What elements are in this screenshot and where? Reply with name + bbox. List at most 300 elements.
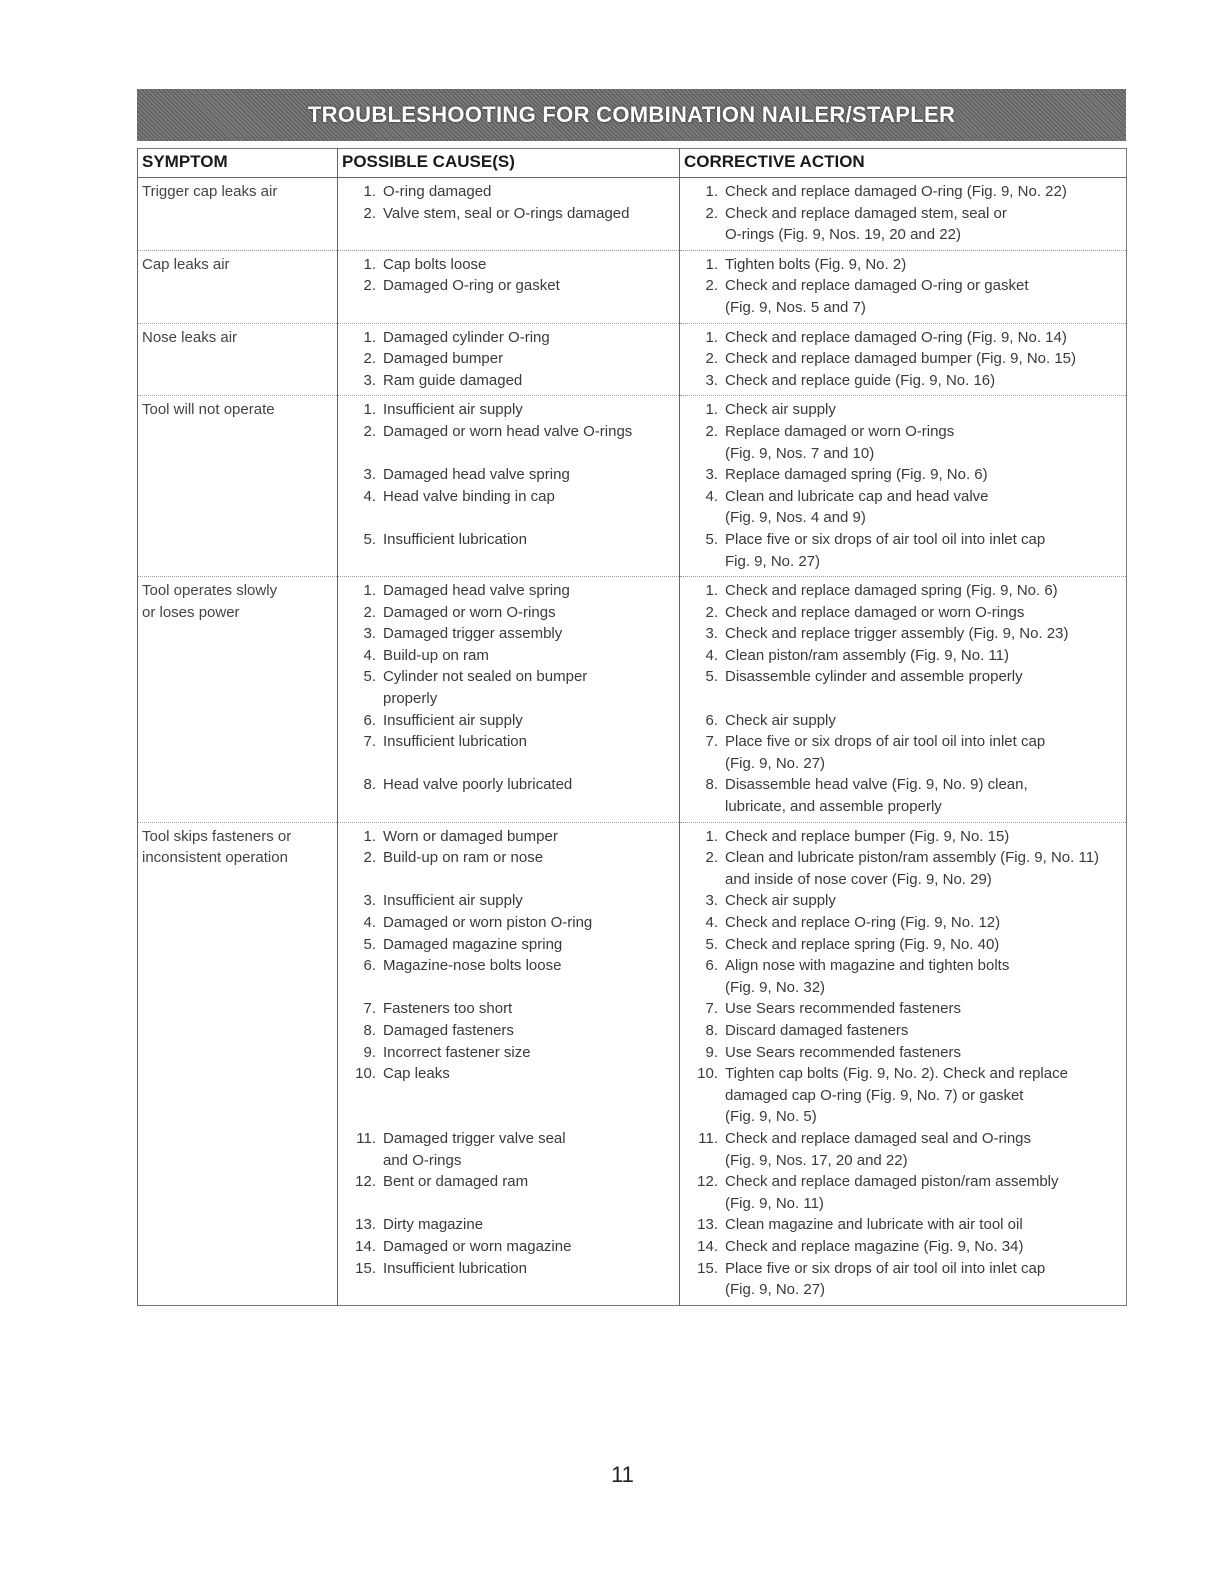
cause-header: POSSIBLE CAUSE(S) xyxy=(338,149,680,178)
cause-line: Damaged or worn magazine xyxy=(383,1237,572,1255)
cause-text xyxy=(383,774,675,817)
table-row xyxy=(138,822,1127,1305)
title-banner xyxy=(137,89,1126,141)
action-number: 2. xyxy=(705,849,718,867)
cause-cell xyxy=(338,577,680,823)
cause-line: Damaged head valve spring xyxy=(383,582,570,600)
action-line: Check and replace damaged or worn O-rings xyxy=(725,603,1025,621)
cause-item xyxy=(342,1042,675,1064)
action-text xyxy=(725,486,1122,529)
cause-number: 8. xyxy=(363,776,376,794)
cause-item xyxy=(342,1128,675,1171)
cause-text xyxy=(383,1214,675,1236)
action-line: Check and replace damaged piston/ram assembly xyxy=(725,1173,1059,1191)
cause-cell xyxy=(338,822,680,1305)
action-line: (Fig. 9, No. 5) xyxy=(725,1108,817,1126)
cause-line xyxy=(383,1279,675,1301)
cause-line: Cap leaks xyxy=(383,1065,450,1083)
troubleshooting-table xyxy=(137,148,1127,1306)
action-line: Tighten bolts (Fig. 9, No. 2) xyxy=(725,255,907,273)
action-line: Check air supply xyxy=(725,892,836,910)
action-item xyxy=(684,602,1122,624)
cause-item xyxy=(342,399,675,421)
action-text xyxy=(725,370,1122,392)
cause-text xyxy=(383,254,675,276)
cause-number: 7. xyxy=(363,1000,376,1018)
action-text xyxy=(725,890,1122,912)
cause-line: Valve stem, seal or O-rings damaged xyxy=(383,204,630,222)
cause-item xyxy=(342,602,675,624)
symptom-text: or loses power xyxy=(142,603,240,621)
cause-line: Damaged or worn piston O-ring xyxy=(383,914,593,931)
cause-item xyxy=(342,421,675,464)
symptom-cell xyxy=(138,396,338,577)
action-number: 8. xyxy=(705,776,718,794)
symptom-text: Tool operates slowly xyxy=(142,582,278,600)
cause-number: 9. xyxy=(363,1043,376,1061)
cause-text xyxy=(383,464,675,486)
action-number: 1. xyxy=(705,255,718,273)
action-cell xyxy=(680,323,1127,396)
cause-number: 6. xyxy=(363,957,376,975)
cause-number: 1. xyxy=(363,827,376,845)
action-line xyxy=(725,688,1122,710)
cause-text xyxy=(383,645,675,667)
cause-line: Head valve binding in cap xyxy=(383,487,555,505)
action-number: 2. xyxy=(705,350,718,368)
cause-text xyxy=(383,370,675,392)
action-item xyxy=(684,1128,1122,1171)
action-text xyxy=(725,623,1122,645)
cause-text xyxy=(383,912,675,934)
action-cell xyxy=(680,577,1127,823)
action-number: 6. xyxy=(705,711,718,729)
table-row xyxy=(138,178,1127,251)
action-line: and inside of nose cover (Fig. 9, No. 29) xyxy=(725,870,992,888)
symptom-text: Tool skips fasteners or xyxy=(142,827,292,845)
action-text xyxy=(725,203,1122,246)
action-line: Clean and lubricate piston/ram assembly (Fig. 9, No. 11) xyxy=(725,849,1100,867)
action-text xyxy=(725,275,1122,318)
cause-number: 13. xyxy=(355,1216,376,1234)
action-line: Use Sears recommended fasteners xyxy=(725,1043,961,1061)
cause-line: Fasteners too short xyxy=(383,1000,513,1018)
cause-item xyxy=(342,710,675,732)
action-text xyxy=(725,348,1122,370)
action-text xyxy=(725,1236,1122,1258)
cause-number: 10. xyxy=(355,1065,376,1083)
cause-item xyxy=(342,826,675,848)
cause-text xyxy=(383,181,675,203)
cause-text xyxy=(383,826,675,848)
action-number: 4. xyxy=(705,487,718,505)
cause-text xyxy=(383,731,675,774)
action-line: (Fig. 9, Nos. 17, 20 and 22) xyxy=(725,1151,908,1169)
action-text xyxy=(725,1128,1122,1171)
table-row xyxy=(138,577,1127,823)
cause-text xyxy=(383,934,675,956)
action-line: Replace damaged or worn O-rings xyxy=(725,422,955,440)
table-row xyxy=(138,323,1127,396)
action-number: 4. xyxy=(705,646,718,664)
action-item xyxy=(684,934,1122,956)
cause-number: 15. xyxy=(355,1259,376,1277)
cause-item xyxy=(342,955,675,998)
action-line: Use Sears recommended fasteners xyxy=(725,1000,961,1018)
action-text xyxy=(725,731,1122,774)
cause-number: 6. xyxy=(363,711,376,729)
action-number: 12. xyxy=(697,1173,718,1191)
action-text xyxy=(725,254,1122,276)
cause-number: 1. xyxy=(363,255,376,273)
cause-item xyxy=(342,1171,675,1214)
cause-line: Head valve poorly lubricated xyxy=(383,776,573,794)
cause-text xyxy=(383,203,675,246)
cause-text xyxy=(383,421,675,464)
action-text xyxy=(725,421,1122,464)
action-number: 2. xyxy=(705,603,718,621)
cause-line: Damaged head valve spring xyxy=(383,466,570,484)
table-header-row xyxy=(138,149,1127,178)
action-line: Check and replace bumper (Fig. 9, No. 15) xyxy=(725,827,1010,845)
cause-line: Insufficient lubrication xyxy=(383,1259,527,1277)
cause-line xyxy=(383,1106,675,1128)
action-item xyxy=(684,275,1122,318)
cause-cell xyxy=(338,396,680,577)
cause-line xyxy=(383,977,675,999)
action-text xyxy=(725,774,1122,817)
action-item xyxy=(684,998,1122,1020)
cause-line: Damaged trigger assembly xyxy=(383,625,563,643)
action-line: Fig. 9, No. 27) xyxy=(725,552,821,570)
symptom-cell xyxy=(138,577,338,823)
action-line: (Fig. 9, Nos. 7 and 10) xyxy=(725,444,875,462)
cause-line: Damaged or worn O-rings xyxy=(383,603,556,621)
action-number: 5. xyxy=(705,935,718,953)
table-row xyxy=(138,250,1127,323)
cause-text xyxy=(383,1063,675,1128)
action-line: damaged cap O-ring (Fig. 9, No. 7) or gasket xyxy=(725,1086,1024,1104)
cause-number: 1. xyxy=(363,401,376,419)
cause-number: 1. xyxy=(363,328,376,346)
cause-item xyxy=(342,529,675,572)
cause-cell xyxy=(338,178,680,251)
page-number: 11 xyxy=(611,1462,634,1487)
cause-text xyxy=(383,580,675,602)
cause-line xyxy=(383,507,675,529)
action-text xyxy=(725,602,1122,624)
action-item xyxy=(684,580,1122,602)
cause-line: Bent or damaged ram xyxy=(383,1173,529,1191)
cause-number: 14. xyxy=(355,1237,376,1255)
symptom-text: Nose leaks air xyxy=(142,328,238,346)
cause-item xyxy=(342,275,675,318)
action-item xyxy=(684,348,1122,370)
action-item xyxy=(684,529,1122,572)
action-number: 1. xyxy=(705,183,718,200)
cause-number: 1. xyxy=(363,183,376,200)
action-number: 1. xyxy=(705,582,718,600)
cause-line xyxy=(383,551,675,573)
cause-line: Cylinder not sealed on bumper xyxy=(383,668,588,686)
action-number: 3. xyxy=(705,892,718,910)
cause-line: Insufficient air supply xyxy=(383,892,523,910)
cause-number: 11. xyxy=(356,1129,376,1147)
action-line: Disassemble head valve (Fig. 9, No. 9) clean, xyxy=(725,776,1028,794)
cause-line: Magazine-nose bolts loose xyxy=(383,957,562,975)
cause-line: Damaged or worn head valve O-rings xyxy=(383,422,633,440)
action-text xyxy=(725,666,1122,709)
cause-number: 2. xyxy=(363,204,376,222)
cause-item xyxy=(342,847,675,890)
action-item xyxy=(684,181,1122,203)
action-item xyxy=(684,1171,1122,1214)
cause-line: Insufficient lubrication xyxy=(383,530,527,548)
cause-line: Insufficient air supply xyxy=(383,711,523,729)
cause-cell xyxy=(338,323,680,396)
cause-number: 12. xyxy=(355,1173,376,1191)
cause-item xyxy=(342,912,675,934)
cause-item xyxy=(342,998,675,1020)
action-text xyxy=(725,955,1122,998)
symptom-text: Trigger cap leaks air xyxy=(142,183,278,200)
symptom-cell xyxy=(138,250,338,323)
cause-line: Dirty magazine xyxy=(383,1216,484,1234)
action-line: Check and replace O-ring (Fig. 9, No. 12) xyxy=(725,914,1001,931)
action-item xyxy=(684,1042,1122,1064)
action-text xyxy=(725,1258,1122,1301)
cause-item xyxy=(342,464,675,486)
action-number: 1. xyxy=(705,401,718,419)
cause-text xyxy=(383,327,675,349)
action-line: Check and replace trigger assembly (Fig. 9, No. 23) xyxy=(725,625,1069,643)
cause-item xyxy=(342,934,675,956)
action-line: Replace damaged spring (Fig. 9, No. 6) xyxy=(725,466,988,484)
cause-number: 3. xyxy=(363,371,376,389)
action-number: 10. xyxy=(697,1065,718,1083)
action-item xyxy=(684,847,1122,890)
cause-text xyxy=(383,1171,675,1214)
cause-item xyxy=(342,348,675,370)
action-item xyxy=(684,1236,1122,1258)
cause-text xyxy=(383,348,675,370)
cause-line xyxy=(383,297,675,319)
cause-text xyxy=(383,955,675,998)
action-header: CORRECTIVE ACTION xyxy=(680,149,1127,178)
cause-number: 7. xyxy=(363,733,376,751)
action-item xyxy=(684,890,1122,912)
action-text xyxy=(725,912,1122,934)
cause-line: Damaged fasteners xyxy=(383,1021,514,1039)
action-line: Check air supply xyxy=(725,401,836,419)
action-text xyxy=(725,998,1122,1020)
action-line: Check and replace magazine (Fig. 9, No. 34) xyxy=(725,1237,1024,1255)
action-item xyxy=(684,1063,1122,1128)
cause-item xyxy=(342,645,675,667)
cause-number: 1. xyxy=(363,582,376,600)
action-line: Check and replace damaged seal and O-rings xyxy=(725,1129,1032,1147)
action-text xyxy=(725,710,1122,732)
action-text xyxy=(725,1042,1122,1064)
action-number: 4. xyxy=(705,914,718,931)
action-text xyxy=(725,645,1122,667)
cause-line: Cap bolts loose xyxy=(383,255,487,273)
cause-line xyxy=(383,753,675,775)
action-line: Tighten cap bolts (Fig. 9, No. 2). Check and replace xyxy=(725,1065,1068,1083)
action-text xyxy=(725,1171,1122,1214)
cause-line xyxy=(383,224,675,246)
action-cell xyxy=(680,250,1127,323)
cause-line xyxy=(383,869,675,891)
cause-number: 8. xyxy=(363,1021,376,1039)
action-line: (Fig. 9, Nos. 5 and 7) xyxy=(725,298,866,316)
action-line: Place five or six drops of air tool oil into inlet cap xyxy=(725,1259,1046,1277)
cause-line: and O-rings xyxy=(383,1151,462,1169)
cause-text xyxy=(383,1128,675,1171)
cause-line: Incorrect fastener size xyxy=(383,1043,531,1061)
cause-line: Build-up on ram xyxy=(383,646,489,664)
action-line: (Fig. 9, No. 27) xyxy=(725,1281,826,1299)
symptom-header: SYMPTOM xyxy=(138,149,338,178)
action-text xyxy=(725,580,1122,602)
action-text xyxy=(725,1063,1122,1128)
cause-number: 2. xyxy=(363,603,376,621)
action-text xyxy=(725,1020,1122,1042)
cause-item xyxy=(342,580,675,602)
action-item xyxy=(684,623,1122,645)
cause-text xyxy=(383,529,675,572)
action-number: 11. xyxy=(698,1129,718,1147)
cause-number: 4. xyxy=(363,914,376,931)
action-text xyxy=(725,464,1122,486)
cause-line: Damaged cylinder O-ring xyxy=(383,328,550,346)
cause-line xyxy=(383,1193,675,1215)
cause-number: 4. xyxy=(363,646,376,664)
cause-item xyxy=(342,1236,675,1258)
action-item xyxy=(684,421,1122,464)
symptom-cell xyxy=(138,323,338,396)
cause-number: 5. xyxy=(363,935,376,953)
cause-line: O-ring damaged xyxy=(383,183,492,200)
cause-text xyxy=(383,890,675,912)
cause-text xyxy=(383,666,675,709)
action-number: 13. xyxy=(697,1216,718,1234)
cause-text xyxy=(383,998,675,1020)
cause-text xyxy=(383,399,675,421)
cause-item xyxy=(342,370,675,392)
action-text xyxy=(725,399,1122,421)
action-item xyxy=(684,710,1122,732)
action-line: (Fig. 9, No. 27) xyxy=(725,754,826,772)
action-line: (Fig. 9, No. 32) xyxy=(725,978,826,996)
action-line: Check and replace damaged O-ring (Fig. 9, No. 22) xyxy=(725,183,1067,200)
cause-number: 5. xyxy=(363,530,376,548)
action-number: 7. xyxy=(705,1000,718,1018)
action-line: Check and replace damaged O-ring (Fig. 9, No. 14) xyxy=(725,328,1067,346)
cause-item xyxy=(342,1258,675,1301)
action-line: Check and replace damaged stem, seal or xyxy=(725,204,1007,222)
table-body xyxy=(138,178,1127,1306)
action-text xyxy=(725,847,1122,890)
action-line: (Fig. 9, No. 11) xyxy=(725,1194,824,1212)
symptom-cell xyxy=(138,178,338,251)
cause-text xyxy=(383,623,675,645)
action-number: 5. xyxy=(705,530,718,548)
cause-item xyxy=(342,1063,675,1128)
action-number: 14. xyxy=(697,1237,718,1255)
cause-line: Insufficient lubrication xyxy=(383,733,527,751)
action-number: 7. xyxy=(705,733,718,751)
action-number: 5. xyxy=(705,668,718,686)
cause-item xyxy=(342,203,675,246)
cause-item xyxy=(342,666,675,709)
action-number: 1. xyxy=(705,827,718,845)
action-line: Align nose with magazine and tighten bolts xyxy=(725,957,1010,975)
cause-number: 4. xyxy=(363,487,376,505)
action-text xyxy=(725,181,1122,203)
action-item xyxy=(684,912,1122,934)
action-item xyxy=(684,464,1122,486)
cause-text xyxy=(383,710,675,732)
action-item xyxy=(684,731,1122,774)
action-line: Clean magazine and lubricate with air tool oil xyxy=(725,1216,1023,1234)
action-line: Check and replace guide (Fig. 9, No. 16) xyxy=(725,371,996,389)
cause-line: Build-up on ram or nose xyxy=(383,849,544,867)
cause-text xyxy=(383,1258,675,1301)
action-item xyxy=(684,370,1122,392)
action-item xyxy=(684,327,1122,349)
action-item xyxy=(684,399,1122,421)
cause-number: 2. xyxy=(363,350,376,368)
cause-item xyxy=(342,1020,675,1042)
action-number: 9. xyxy=(705,1043,718,1061)
cause-line: Damaged O-ring or gasket xyxy=(383,277,560,295)
action-number: 3. xyxy=(705,625,718,643)
cause-line: Ram guide damaged xyxy=(383,371,523,389)
cause-line: Damaged magazine spring xyxy=(383,935,563,953)
action-number: 2. xyxy=(705,277,718,295)
action-item xyxy=(684,486,1122,529)
cause-text xyxy=(383,602,675,624)
action-line: Check air supply xyxy=(725,711,836,729)
action-line: (Fig. 9, Nos. 4 and 9) xyxy=(725,509,866,527)
action-line: Check and replace spring (Fig. 9, No. 40) xyxy=(725,935,1000,953)
action-number: 6. xyxy=(705,957,718,975)
action-item xyxy=(684,826,1122,848)
action-text xyxy=(725,327,1122,349)
action-line: Place five or six drops of air tool oil into inlet cap xyxy=(725,733,1046,751)
cause-line: Worn or damaged bumper xyxy=(383,827,558,845)
cause-item xyxy=(342,486,675,529)
action-cell xyxy=(680,396,1127,577)
cause-item xyxy=(342,254,675,276)
action-item xyxy=(684,1214,1122,1236)
cause-line: Damaged bumper xyxy=(383,350,504,368)
cause-text xyxy=(383,275,675,318)
cause-item xyxy=(342,327,675,349)
action-text xyxy=(725,826,1122,848)
action-text xyxy=(725,529,1122,572)
action-line: Disassemble cylinder and assemble properly xyxy=(725,668,1023,686)
symptom-cell xyxy=(138,822,338,1305)
cause-line xyxy=(383,1085,675,1107)
cause-text xyxy=(383,847,675,890)
action-line: Place five or six drops of air tool oil into inlet cap xyxy=(725,530,1046,548)
action-number: 1. xyxy=(705,328,718,346)
action-line: Clean piston/ram assembly (Fig. 9, No. 11) xyxy=(725,646,1009,664)
page-title: TROUBLESHOOTING FOR COMBINATION NAILER/STAPLER xyxy=(307,102,956,127)
cause-text xyxy=(383,1020,675,1042)
